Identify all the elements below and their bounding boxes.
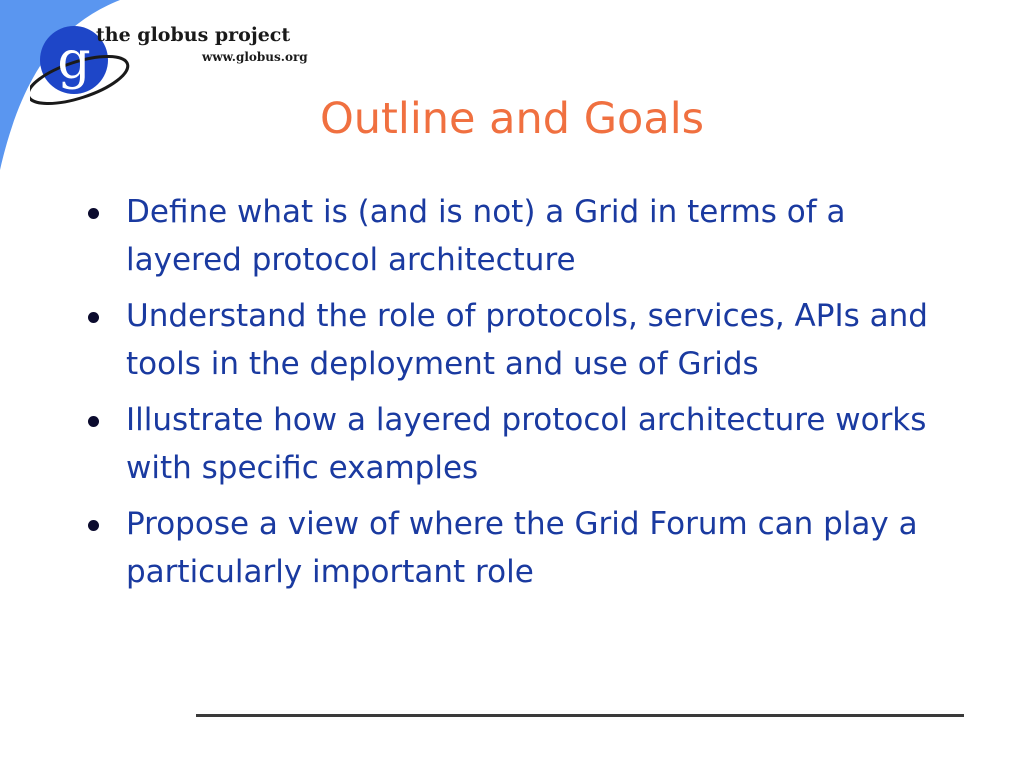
bullet-item (84, 500, 944, 596)
bullet-dot-icon (88, 416, 99, 427)
bullet-item (84, 292, 944, 388)
bullet-dot-icon (88, 208, 99, 219)
slide-title: Outline and Goals (319, 94, 705, 144)
bullet-text: Understand the role of protocols, services, APIs and tools in the deployment and use of Grids (126, 298, 928, 382)
bullet-text: Define what is (and is not) a Grid in terms of a layered protocol architecture (126, 194, 846, 278)
logo-url: www.globus.org (202, 50, 308, 64)
bullet-text: Illustrate how a layered protocol architecture works with specific examples (126, 402, 927, 486)
bullet-dot-icon (88, 520, 99, 531)
footer-rule (196, 714, 964, 717)
bullet-item (84, 188, 944, 284)
bullet-dot-icon (88, 312, 99, 323)
logo-name: the globus project (96, 24, 291, 46)
bullet-list (84, 188, 944, 604)
bullet-text: Propose a view of where the Grid Forum can play a particularly important role (126, 506, 918, 590)
logo-mark-letter: g (57, 31, 91, 91)
bullet-item (84, 396, 944, 492)
